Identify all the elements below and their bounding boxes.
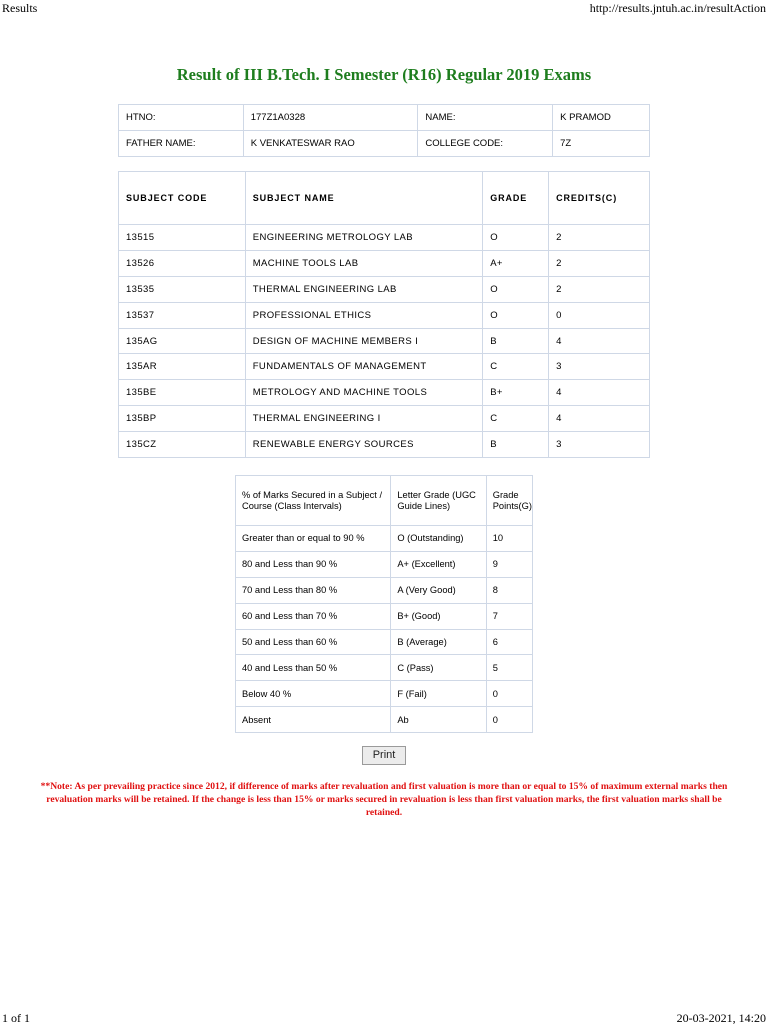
subject-code: 13537 (119, 302, 246, 328)
table-row (236, 629, 533, 655)
subject-code: 135AG (119, 328, 246, 354)
revaluation-note: **Note: As per prevailing practice since 2012, if difference of marks after revaluation and first valuation is more than or equal to 15% of maximum external marks then revaluation marks will be retained. If the change is less than 15% or marks secured in revaluation is less than first valuation marks, the first valuation marks shall be retained. (40, 781, 728, 818)
print-header-url: http://results.jntuh.ac.in/resultAction (589, 1, 766, 15)
results-table (118, 171, 650, 458)
table-row (119, 328, 650, 354)
name-label: NAME: (418, 105, 553, 131)
htno-label: HTNO: (119, 105, 244, 131)
grade-points: 0 (486, 681, 532, 707)
credits: 2 (549, 225, 650, 251)
college-code-value: 7Z (553, 131, 650, 157)
letter-grade: F (Fail) (391, 681, 486, 707)
table-row (119, 225, 650, 251)
student-info-row (119, 131, 650, 157)
table-row (119, 406, 650, 432)
letter-grade: C (Pass) (391, 655, 486, 681)
table-row (236, 551, 533, 577)
subject-code: 135CZ (119, 432, 246, 458)
subject-code: 135BE (119, 380, 246, 406)
subject-name: RENEWABLE ENERGY SOURCES (245, 432, 482, 458)
print-button[interactable]: Print (362, 746, 406, 765)
grade: O (483, 276, 549, 302)
grade: B (483, 328, 549, 354)
print-footer-page-count: 1 of 1 (2, 1011, 30, 1024)
results-header-row (119, 172, 650, 225)
college-code-label: COLLEGE CODE: (418, 131, 553, 157)
grade: C (483, 406, 549, 432)
letter-grade: Ab (391, 707, 486, 733)
header-credits: CREDITS(C) (549, 172, 650, 225)
credits: 2 (549, 276, 650, 302)
grade: B+ (483, 380, 549, 406)
table-row (236, 681, 533, 707)
marks-interval: Absent (236, 707, 391, 733)
subject-name: MACHINE TOOLS LAB (245, 250, 482, 276)
credits: 0 (549, 302, 650, 328)
grade: O (483, 225, 549, 251)
table-row (236, 603, 533, 629)
letter-grade: B (Average) (391, 629, 486, 655)
subject-code: 13535 (119, 276, 246, 302)
marks-interval: 60 and Less than 70 % (236, 603, 391, 629)
header-grade-points: Grade Points(G) (486, 476, 532, 526)
page-title: Result of III B.Tech. I Semester (R16) Regular 2019 Exams (176, 65, 592, 84)
marks-interval: 70 and Less than 80 % (236, 577, 391, 603)
table-row (119, 380, 650, 406)
marks-interval: 50 and Less than 60 % (236, 629, 391, 655)
student-info-row (119, 105, 650, 131)
credits: 4 (549, 328, 650, 354)
table-row (236, 655, 533, 681)
subject-code: 135BP (119, 406, 246, 432)
header-letter-grade: Letter Grade (UGC Guide Lines) (391, 476, 486, 526)
credits: 4 (549, 406, 650, 432)
grade-points: 7 (486, 603, 532, 629)
subject-code: 13515 (119, 225, 246, 251)
grade-points: 6 (486, 629, 532, 655)
print-footer-timestamp: 20-03-2021, 14:20 (676, 1011, 766, 1024)
table-row (119, 250, 650, 276)
table-row (119, 302, 650, 328)
marks-interval: Greater than or equal to 90 % (236, 526, 391, 552)
grade-points: 10 (486, 526, 532, 552)
grade: A+ (483, 250, 549, 276)
table-row (236, 526, 533, 552)
subject-name: FUNDAMENTALS OF MANAGEMENT (245, 354, 482, 380)
grade-points: 0 (486, 707, 532, 733)
header-subject-code: SUBJECT CODE (119, 172, 246, 225)
table-row (119, 354, 650, 380)
print-header-title: Results (2, 1, 38, 15)
credits: 4 (549, 380, 650, 406)
letter-grade: O (Outstanding) (391, 526, 486, 552)
subject-name: ENGINEERING METROLOGY LAB (245, 225, 482, 251)
header-grade: GRADE (483, 172, 549, 225)
father-name-label: FATHER NAME: (119, 131, 244, 157)
father-name-value: K VENKATESWAR RAO (243, 131, 418, 157)
grade-points: 9 (486, 551, 532, 577)
letter-grade: B+ (Good) (391, 603, 486, 629)
marks-interval: 40 and Less than 50 % (236, 655, 391, 681)
grade-points: 5 (486, 655, 532, 681)
subject-name: PROFESSIONAL ETHICS (245, 302, 482, 328)
subject-code: 135AR (119, 354, 246, 380)
grade: B (483, 432, 549, 458)
credits: 3 (549, 432, 650, 458)
student-info-table (118, 104, 650, 157)
htno-value: 177Z1A0328 (243, 105, 418, 131)
subject-name: THERMAL ENGINEERING LAB (245, 276, 482, 302)
grade: O (483, 302, 549, 328)
header-subject-name: SUBJECT NAME (245, 172, 482, 225)
subject-name: DESIGN OF MACHINE MEMBERS I (245, 328, 482, 354)
letter-grade: A (Very Good) (391, 577, 486, 603)
letter-grade: A+ (Excellent) (391, 551, 486, 577)
table-row (236, 707, 533, 733)
table-row (119, 432, 650, 458)
credits: 2 (549, 250, 650, 276)
subject-name: METROLOGY AND MACHINE TOOLS (245, 380, 482, 406)
credits: 3 (549, 354, 650, 380)
subject-name: THERMAL ENGINEERING I (245, 406, 482, 432)
grade: C (483, 354, 549, 380)
marks-interval: Below 40 % (236, 681, 391, 707)
name-value: K PRAMOD (553, 105, 650, 131)
grade-scale-header-row (236, 476, 533, 526)
grade-scale-table (235, 475, 533, 733)
table-row (119, 276, 650, 302)
grade-points: 8 (486, 577, 532, 603)
table-row (236, 577, 533, 603)
header-marks-interval: % of Marks Secured in a Subject / Course (Class Intervals) (236, 476, 391, 526)
marks-interval: 80 and Less than 90 % (236, 551, 391, 577)
subject-code: 13526 (119, 250, 246, 276)
